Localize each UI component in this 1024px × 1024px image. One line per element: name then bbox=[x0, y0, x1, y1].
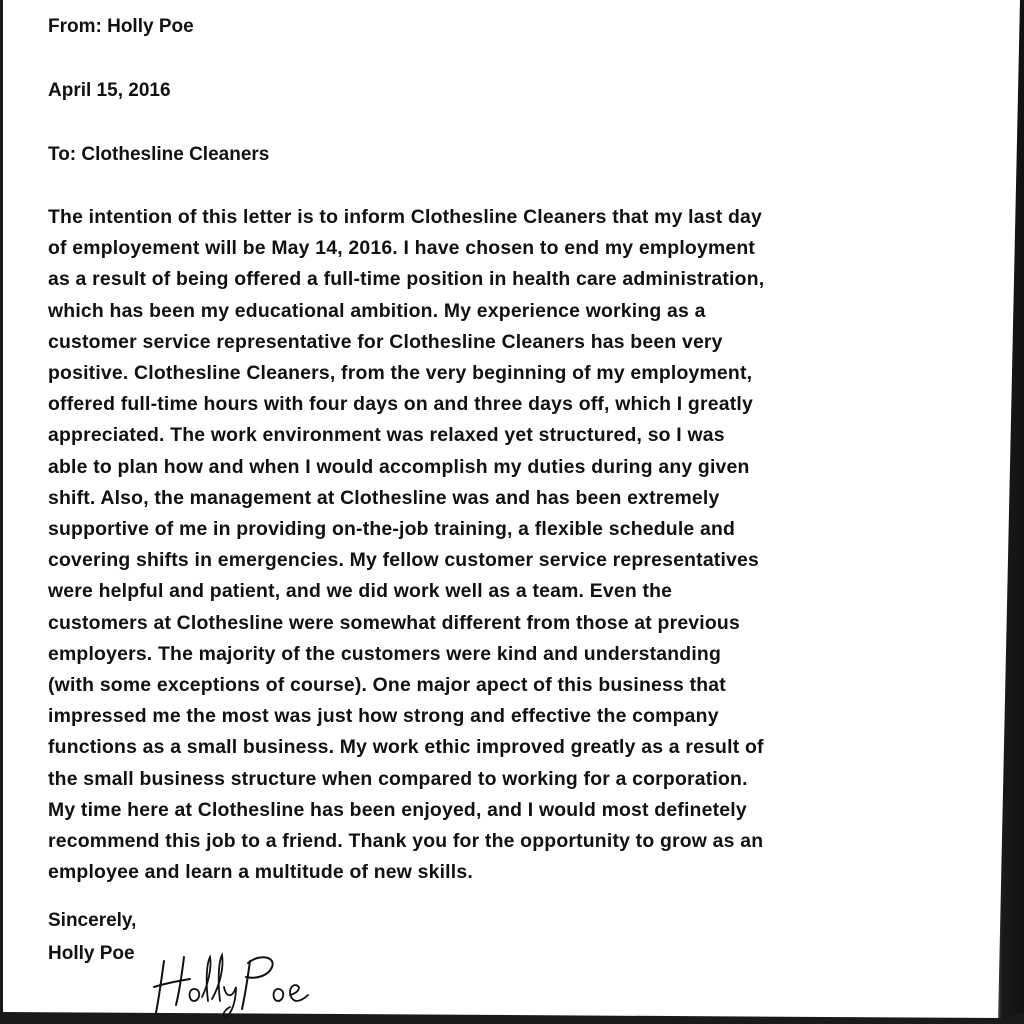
handwritten-signature bbox=[150, 945, 320, 1020]
body-line: shift. Also, the management at Clothesline was and has been extremely bbox=[48, 486, 720, 509]
body-line: appreciated. The work environment was relaxed yet structured, so I was bbox=[48, 424, 725, 447]
body-line: employers. The majority of the customers were kind and understanding bbox=[48, 642, 722, 665]
signer-name: Holly Poe bbox=[48, 943, 135, 964]
body-line: as a result of being offered a full-time position in health care administration, bbox=[48, 268, 765, 291]
body-line: My time here at Clothesline has been enjoyed, and I would most definetely bbox=[48, 798, 747, 821]
body-line: which has been my educational ambition. My experience working as a bbox=[48, 299, 706, 322]
body-line: the small business structure when compared to working for a corporation. bbox=[48, 767, 748, 790]
date-line: April 15, 2016 bbox=[48, 80, 171, 101]
body-line: The intention of this letter is to inform Clothesline Cleaners that my last day bbox=[48, 206, 762, 228]
body-line: supportive of me in providing on-the-job training, a flexible schedule and bbox=[48, 518, 736, 540]
body-line: of employement will be May 14, 2016. I have chosen to end my employment bbox=[48, 237, 756, 260]
body-line: (with some exceptions of course). One major apect of this business that bbox=[48, 674, 726, 696]
body-line: offered full-time hours with four days on and three days off, which I greatly bbox=[48, 393, 753, 416]
body-line: functions as a small business. My work ethic improved greatly as a result of bbox=[48, 736, 764, 759]
page-border-right bbox=[998, 0, 1024, 1024]
body-line: recommend this job to a friend. Thank you for the opportunity to grow as an bbox=[48, 830, 764, 852]
body-line: were helpful and patient, and we did work well as a team. Even the bbox=[48, 580, 673, 603]
body-line: customers at Clothesline were somewhat different from those at previous bbox=[48, 611, 740, 634]
page-border-left bbox=[0, 0, 3, 1024]
body-line: covering shifts in emergencies. My fellow customer service representatives bbox=[48, 549, 759, 572]
closing-line: Sincerely, bbox=[48, 910, 137, 931]
recipient-line: To: Clothesline Cleaners bbox=[48, 144, 270, 165]
body-line: customer service representative for Clothesline Cleaners has been very bbox=[48, 330, 723, 353]
from-line: From: Holly Poe bbox=[48, 16, 194, 37]
body-line: positive. Clothesline Cleaners, from the very beginning of my employment, bbox=[48, 362, 753, 384]
body-line: impressed me the most was just how strong and effective the company bbox=[48, 705, 719, 728]
body-line: able to plan how and when I would accomplish my duties during any given bbox=[48, 455, 750, 478]
body-line: employee and learn a multitude of new skills. bbox=[48, 861, 473, 884]
